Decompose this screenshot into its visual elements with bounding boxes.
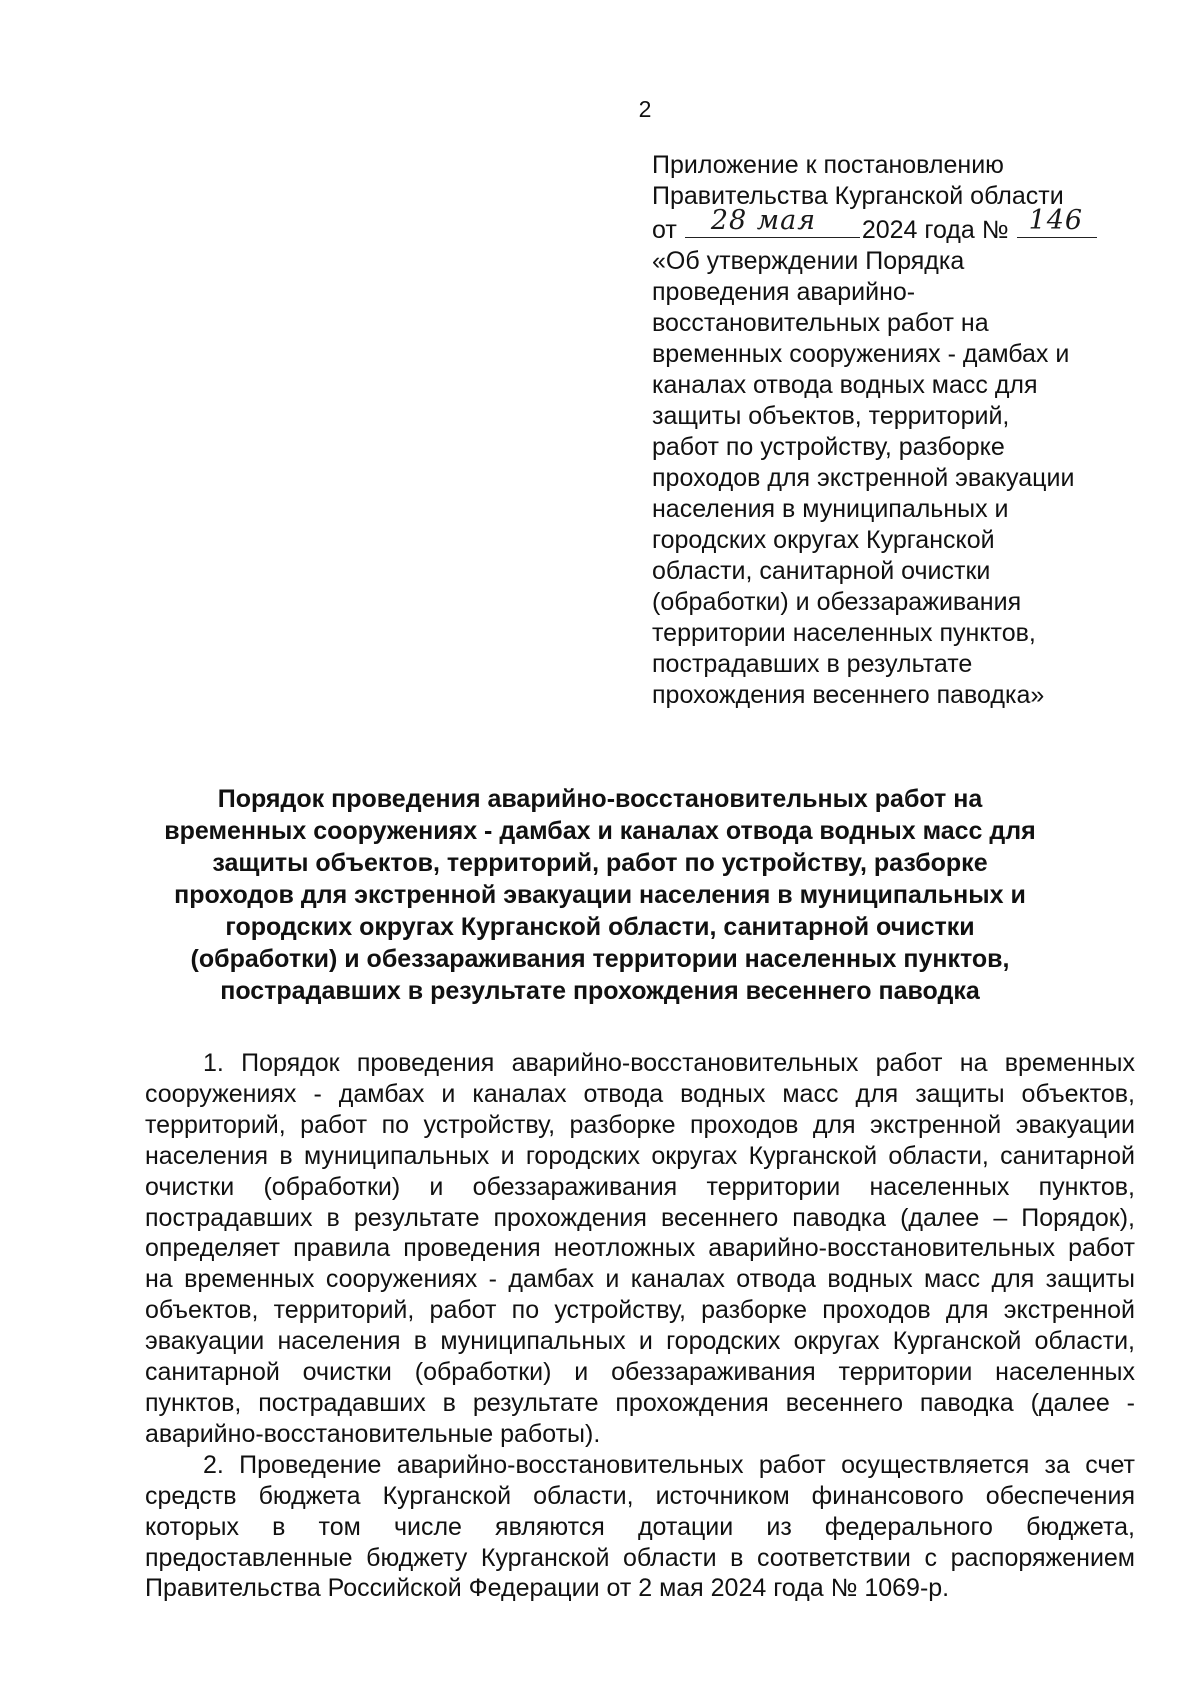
appendix-line: области, санитарной очистки [652,557,991,585]
appendix-line: каналах отвода водных масс для [652,371,1038,399]
appendix-line: пострадавших в результате [652,650,973,678]
appendix-line: проведения аварийно- [652,278,916,306]
appendix-line: защиты объектов, территорий, [652,402,1010,430]
appendix-line: Правительства Курганской области [652,182,1064,210]
appendix-line: территории населенных пунктов, [652,619,1036,647]
handwritten-number: 146 [1028,205,1084,236]
date-blank [685,205,860,238]
year-text: 2024 года № [861,216,1009,244]
appendix-line: городских округах Курганской [652,526,995,554]
appendix-line: населения в муниципальных и [652,495,1009,523]
number-blank [1017,205,1097,238]
appendix-line: (обработки) и обеззараживания [652,588,1022,616]
appendix-line: прохождения весеннего паводка» [652,681,1045,709]
appendix-header [652,150,1122,711]
appendix-line: работ по устройству, разборке [652,433,1005,461]
document-title: Порядок проведения аварийно-восстановительных работ на временных сооружениях - дамбах и каналах отвода водных масс для защиты объектов, территорий, работ по устройству, разборке проходов для экстренной эвакуации населения в муниципальных и городских округах Курганской области, санитарной очистки (обработки) и обеззараживания территории населенных пунктов, пострадавших в результате прохождения весеннего паводка [164,785,1036,1005]
appendix-date-line [652,205,1122,246]
paragraph: 1. Порядок проведения аварийно-восстановительных работ на временных сооружениях - дамбах и каналах отвода водных масс для защиты объектов, территорий, работ по устройству, разборке проходов для экстренной эвакуации населения в муниципальных и городских округах Курганской области, санитарной очистки (обработки) и обеззараживания территории населенных пунктов, пострадавших в результате прохождения весеннего паводка (далее – Порядок), определяет правила проведения неотложных аварийно-восстановительных работ на временных сооружениях - дамбах и каналах отвода водных масс для защиты объектов, территорий, работ по устройству, разборке проходов для экстренной эвакуации населения в муниципальных и городских округах Курганской области, санитарной очистки (обработки) и обеззараживания территории населенных пунктов, пострадавших в результате прохождения весеннего паводка (далее - аварийно-восстановительные работы). [145,1049,1135,1448]
appendix-line: проходов для экстренной эвакуации [652,464,1075,492]
handwritten-date: 28 мая [710,205,817,236]
paragraph: 2. Проведение аварийно-восстановительных работ осуществляется за счет средств бюджета Курганской области, источником финансового обеспечения которых в том числе являются дотации из федерального бюджета, предоставленные бюджету Курганской области в соответствии с распоряжением Правительства Российской Федерации от 2 мая 2024 года № 1069-р. [145,1450,1135,1603]
page-number: 2 [638,96,652,122]
date-prefix: от [652,216,677,244]
appendix-line: «Об утверждении Порядка [652,247,965,275]
appendix-line: временных сооружениях - дамбах и [652,340,1070,368]
appendix-line: Приложение к постановлению [652,151,1004,179]
document-body [145,1048,1135,1604]
appendix-line: восстановительных работ на [652,309,989,337]
